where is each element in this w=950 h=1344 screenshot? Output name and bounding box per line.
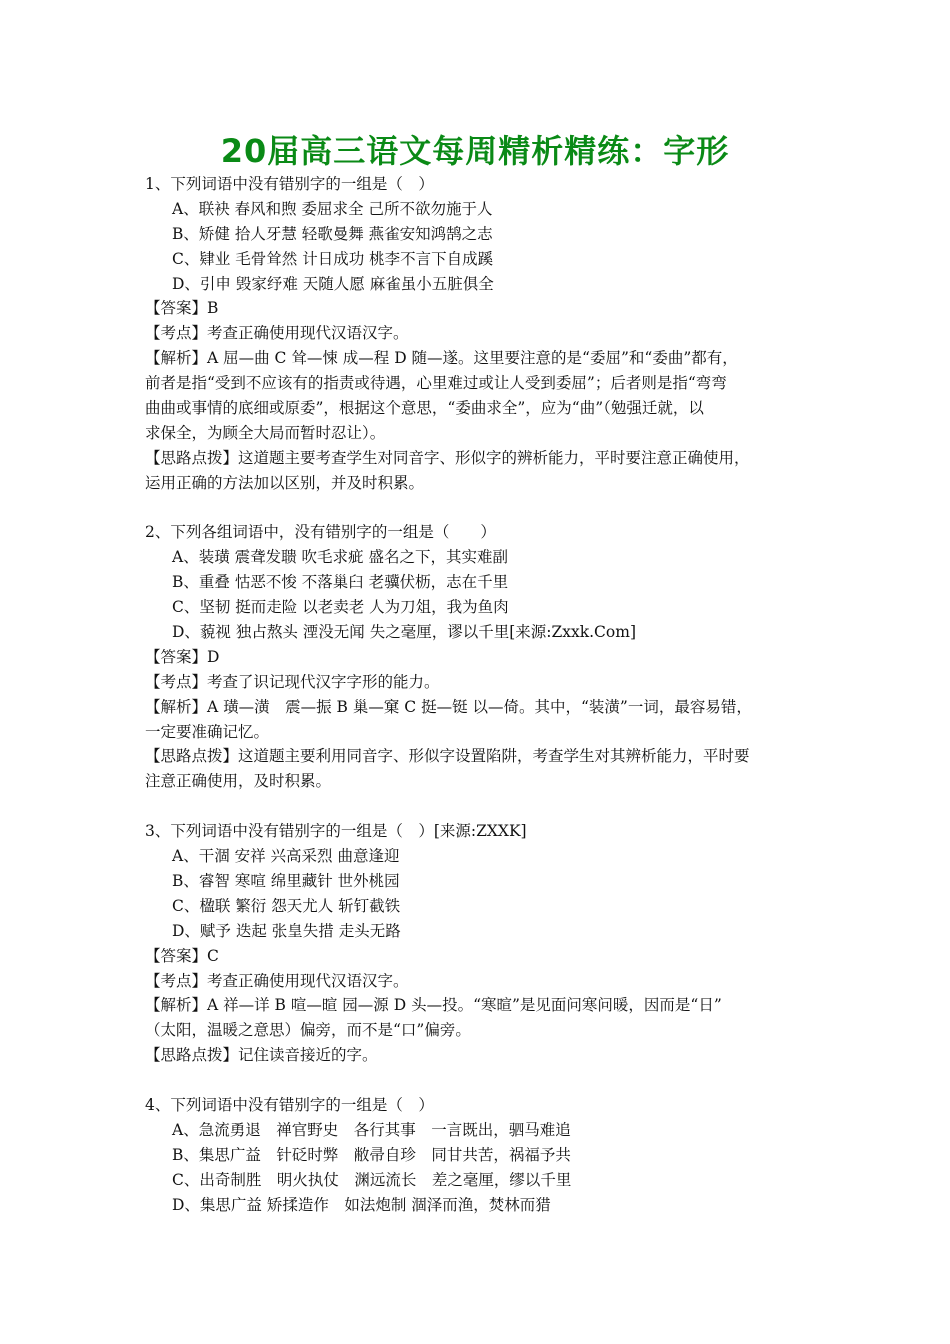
question-2-analysis-line-2: 一定要准确记忆。 [145, 722, 270, 741]
question-1-analysis-line-2: 前者是指“受到不应该有的指责或待遇，心里难过或让人受到委屈”；后者则是指“弯弯 [145, 374, 727, 393]
document-title: 20届高三语文每周精析精练：字形 [220, 132, 730, 170]
question-1-analysis-line-3: 曲曲或事情的底细或原委”，根据这个意思，“委曲求全”，应为“曲”（勉强迁就，以 [145, 399, 704, 418]
question-4-option-c: C、出奇制胜 明火执仗 渊远流长 差之毫厘，缪以千里 [172, 1170, 572, 1189]
question-4-option-a: A、急流勇退 禅官野史 各行其事 一言既出，驷马难追 [172, 1120, 571, 1139]
question-1-option-c: C、肄业 毛骨耸然 计日成功 桃李不言下自成蹊 [172, 249, 494, 268]
question-2-option-d: D、藐视 独占熬头 湮没无闻 失之毫厘，谬以千里[来源:Zxxk.Com] [172, 623, 636, 642]
paragraph-gap [145, 794, 825, 819]
question-2-option-c: C、坚韧 挺而走险 以老卖老 人为刀俎，我为鱼肉 [172, 598, 509, 617]
question-2-option-a: A、装璜 震聋发聩 吹毛求疵 盛名之下，其实难副 [172, 548, 508, 567]
question-3-stem: 3、下列词语中没有错别字的一组是（ ）[来源:ZXXK] [145, 822, 527, 841]
question-3-kaodian: 【考点】考查正确使用现代汉语汉字。 [145, 971, 409, 990]
question-2-hint-line-1: 【思路点拨】这道题主要利用同音字、形似字设置陷阱，考查学生对其辨析能力，平时要 [145, 747, 750, 766]
question-1-kaodian: 【考点】考查正确使用现代汉语汉字。 [145, 324, 409, 343]
question-3-option-d: D、赋予 迭起 张皇失措 走头无路 [172, 921, 401, 940]
question-3-analysis-line-2: （太阳，温暖之意思）偏旁，而不是“口”偏旁。 [145, 1021, 471, 1040]
question-3-option-b: B、睿智 寒喧 绵里藏针 世外桃园 [172, 871, 400, 890]
question-2-answer: 【答案】D [145, 647, 220, 666]
question-1-option-a: A、联袂 春风和煦 委屈求全 己所不欲勿施于人 [172, 199, 493, 218]
question-1-hint-line-2: 运用正确的方法加以区别，并及时积累。 [145, 473, 425, 492]
question-1-analysis-line-1: 【解析】A 屈—曲 C 耸—悚 成—程 D 随—遂。这里要注意的是“委屈”和“委曲”都有， [145, 349, 738, 368]
question-2-stem: 2、下列各组词语中，没有错别字的一组是（ ） [145, 523, 496, 542]
question-1-analysis-line-4: 求保全，为顾全大局而暂时忍让）。 [145, 423, 386, 442]
question-1-option-b: B、矫健 拾人牙慧 轻歌曼舞 燕雀安知鸿鹄之志 [172, 224, 493, 243]
question-1-hint-line-1: 【思路点拨】这道题主要考查学生对同音字、形似字的辨析能力，平时要注意正确使用， [145, 448, 750, 467]
question-2-kaodian: 【考点】考查了识记现代汉字字形的能力。 [145, 672, 440, 691]
paragraph-gap [145, 1068, 825, 1093]
paragraph-gap [145, 496, 825, 521]
question-1-option-d: D、引申 毁家纾难 天随人愿 麻雀虽小五脏俱全 [172, 274, 494, 293]
question-3-answer: 【答案】C [145, 946, 219, 965]
question-2-hint-line-2: 注意正确使用，及时积累。 [145, 772, 332, 791]
document-body [145, 172, 825, 1217]
question-3-option-c: C、楹联 繁衍 怨天尤人 斩钉截铁 [172, 896, 401, 915]
question-2-analysis-line-1: 【解析】A 璜—潢 震—振 B 巢—窠 C 挺—铤 以—倚。其中，“装潢”一词，最容易错， [145, 697, 752, 716]
question-4-option-d: D、集思广益 矫揉造作 如法炮制 涸泽而渔，焚林而猎 [172, 1195, 551, 1214]
question-3-analysis-line-1: 【解析】A 祥—详 B 喧—暄 园—源 D 头—投。“寒暄”是见面问寒问暖，因而是“日” [145, 996, 722, 1015]
question-1-stem: 1、下列词语中没有错别字的一组是（ ） [145, 175, 434, 193]
question-3-option-a: A、干涸 安祥 兴高采烈 曲意逢迎 [172, 847, 400, 866]
question-1-answer: 【答案】B [145, 299, 219, 318]
question-4-stem: 4、下列词语中没有错别字的一组是（ ） [145, 1095, 434, 1114]
question-2-option-b: B、重叠 怙恶不悛 不落巢臼 老骥伏枥，志在千里 [172, 573, 509, 592]
question-4-option-b: B、集思广益 针砭时弊 敝帚自珍 同甘共苦，祸福予共 [172, 1145, 571, 1164]
question-3-hint-line-1: 【思路点拨】记住读音接近的字。 [145, 1046, 378, 1065]
